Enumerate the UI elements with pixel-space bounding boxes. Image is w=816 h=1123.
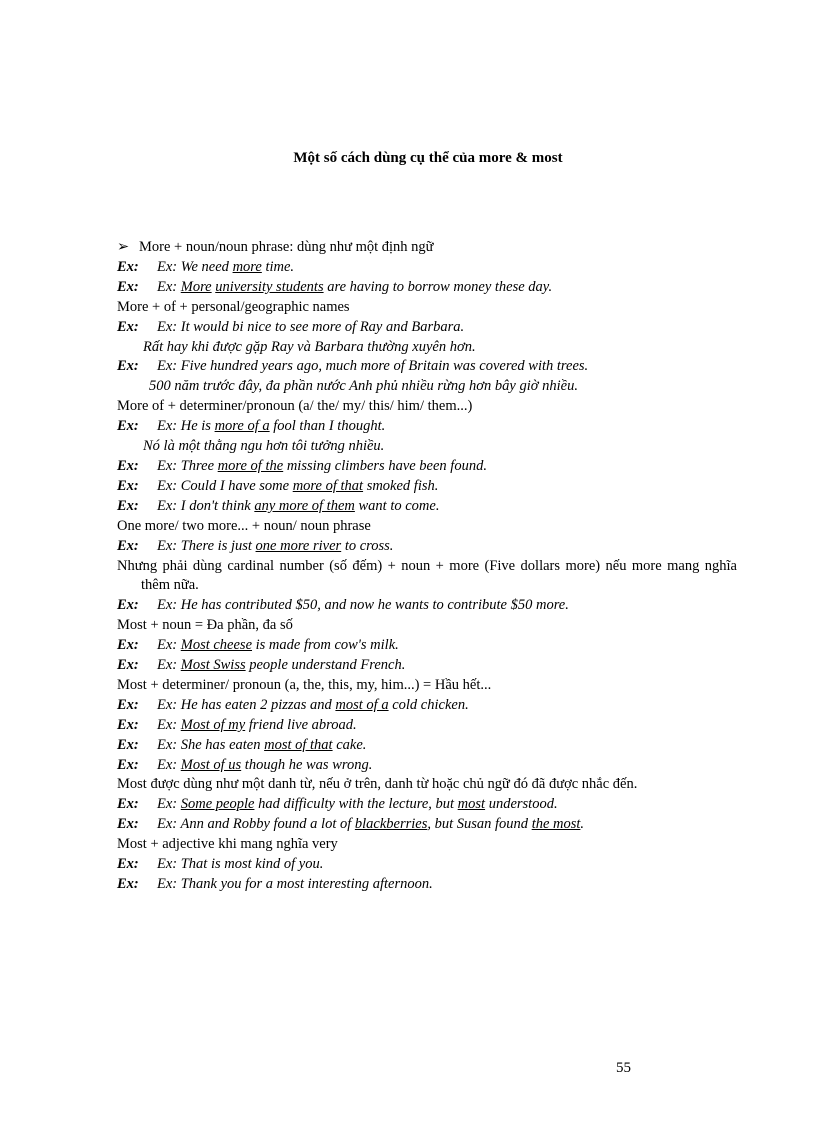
example-line: Ex: Ex: Thank you for a most interesting afternoon. [117,875,737,895]
example-label: Ex: [117,258,139,275]
example-line: Ex: Ex: Most Swiss people understand French. [117,656,737,676]
example-label: Ex: [117,816,139,833]
example-label: Ex: [117,657,139,674]
example-line: Ex: Ex: She has eaten most of that cake. [117,736,737,756]
example-line: Ex: Ex: Most cheese is made from cow's milk. [117,636,737,656]
page-number: 55 [616,1060,631,1076]
rule-line: One more/ two more... + noun/ noun phrase [117,517,371,534]
example-line: Ex: Ex: He is more of a fool than I thought. [117,417,737,437]
example-label: Ex: [117,796,139,813]
example-line: Ex: Ex: Most of us though he was wrong. [117,756,737,776]
example-label: Ex: [117,497,139,514]
example-line: Ex: Ex: We need more time. [117,258,737,278]
translation-line: 500 năm trước đây, đa phần nước Anh phủ nhiều rừng hơn bây giờ nhiều. [149,378,578,395]
example-line: Ex: Ex: More university students are having to borrow money these day. [117,278,737,298]
example-line: Ex: Ex: Five hundred years ago, much more of Britain was covered with trees. [117,357,737,377]
rule-line: Most + determiner/ pronoun (a, the, this, my, him...) = Hầu hết... [117,676,492,693]
document-body [117,238,737,895]
arrow-bullet-icon: ➢ [117,239,130,255]
example-line: Ex: Ex: That is most kind of you. [117,855,737,875]
example-label: Ex: [117,418,139,435]
example-label: Ex: [117,856,139,873]
example-line: Ex: Ex: Most of my friend live abroad. [117,716,737,736]
example-label: Ex: [117,696,139,713]
example-label: Ex: [117,716,139,733]
rule-line: Nhưng phải dùng cardinal number (số đếm) + noun + more (Five dollars more) nếu more mang nghĩa thêm nữa. [117,557,737,594]
example-line: Ex: Ex: Ann and Robby found a lot of blackberries, but Susan found the most. [117,815,737,835]
example-line: Ex: Ex: There is just one more river to cross. [117,537,737,557]
rule-line: Most + noun = Đa phần, đa số [117,617,293,634]
example-label: Ex: [117,457,139,474]
example-label: Ex: [117,756,139,773]
rule-line: Most được dùng như một danh từ, nếu ở trên, danh từ hoặc chủ ngữ đó đã được nhắc đến. [117,776,638,793]
example-line: Ex: Ex: Three more of the missing climbers have been found. [117,457,737,477]
example-line: Ex: Ex: He has eaten 2 pizzas and most of a cold chicken. [117,696,737,716]
page-title: Một số cách dùng cụ thể của more & most [293,150,563,166]
rule-line: More + of + personal/geographic names [117,298,350,315]
rule-line: ➢ More + noun/noun phrase: dùng như một định ngữ [117,238,737,258]
example-label: Ex: [117,477,139,494]
translation-line: Nó là một thằng ngu hơn tôi tưởng nhiều. [143,438,385,455]
example-label: Ex: [117,318,139,335]
example-line: Ex: Ex: He has contributed $50, and now he wants to contribute $50 more. [117,596,737,616]
example-label: Ex: [117,637,139,654]
example-label: Ex: [117,736,139,753]
example-line: Ex: Ex: It would bi nice to see more of Ray and Barbara. [117,318,737,338]
rule-line: More of + determiner/pronoun (a/ the/ my/ this/ him/ them...) [117,398,473,415]
example-label: Ex: [117,597,139,614]
example-label: Ex: [117,278,139,295]
example-line: Ex: Ex: I don't think any more of them want to come. [117,497,737,517]
example-line: Ex: Ex: Could I have some more of that smoked fish. [117,477,737,497]
example-label: Ex: [117,537,139,554]
example-label: Ex: [117,358,139,375]
translation-line: Rất hay khi được gặp Ray và Barbara thường xuyên hơn. [143,338,476,355]
example-line: Ex: Ex: Some people had difficulty with the lecture, but most understood. [117,795,737,815]
rule-line: Most + adjective khi mang nghĩa very [117,836,338,853]
example-label: Ex: [117,876,139,892]
